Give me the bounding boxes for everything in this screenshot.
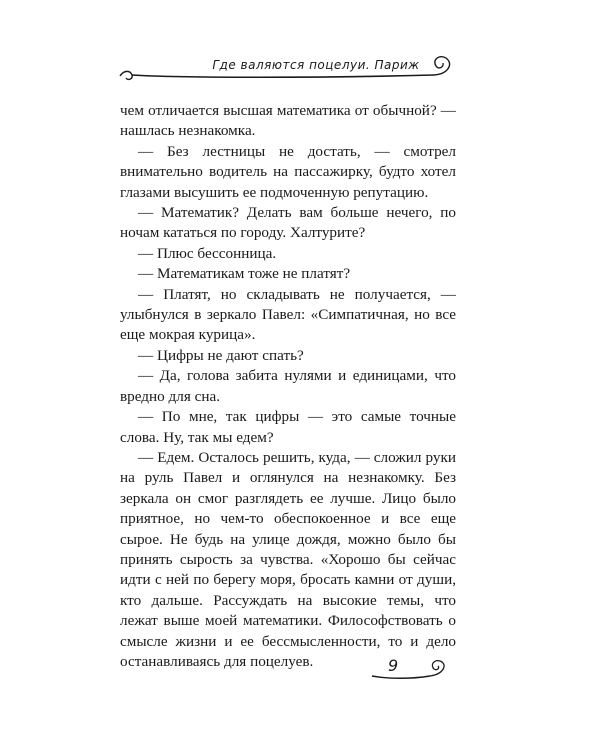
paragraph: — Цифры не дают спать? [138,346,304,364]
paragraph: чем отличается высшая математика от обычной? — нашлась незнакомка. [120,102,456,140]
page-number: 9 [388,656,399,675]
paragraph: — Плюс бессонница. [138,244,277,262]
paragraph: — Математикам тоже не платят? [138,265,351,283]
paragraph: — Да, голова забита нулями и единицами, что вредно для сна. [120,367,456,405]
paragraph: — Едем. Осталось решить, куда, — сложил руки на руль Павел и оглянулся на незнакомку. Без зеркала он смог разглядеть ее лучше. Лицо было приятное, но чем-то обеспокоенное и все еще сырое. Не будь на улице дождя, можно было бы принять сырость за чувства. «Хорошо бы сейчас идти с ней по берегу моря, бросать камни от души, кто дальше. Рассуждать на высокие темы, что лежат выше моей математики. Философствовать о смысле жизни и ее бессмысленности, то и дело останавливаясь для поцелуев. [120,448,456,670]
body-text [120,101,456,672]
running-title: Где валяются поцелуи. Париж [212,58,420,72]
paragraph: — Без лестницы не достать, — смотрел внимательно водитель на пассажирку, будто хотел глазами высушить ее подмоченную репутацию. [120,142,456,201]
running-header [118,48,458,92]
paragraph: — Математик? Делать вам больше нечего, по ночам кататься по городу. Халтурите? [120,204,456,242]
footer-flourish-icon [368,652,458,692]
paragraph: — По мне, так цифры — это самые точные слова. Ну, так мы едем? [120,408,456,446]
paragraph: — Платят, но складывать не получается, — улыбнулся в зеркало Павел: «Симпатичная, но все еще мокрая курица». [120,285,456,344]
page-footer [368,652,458,692]
